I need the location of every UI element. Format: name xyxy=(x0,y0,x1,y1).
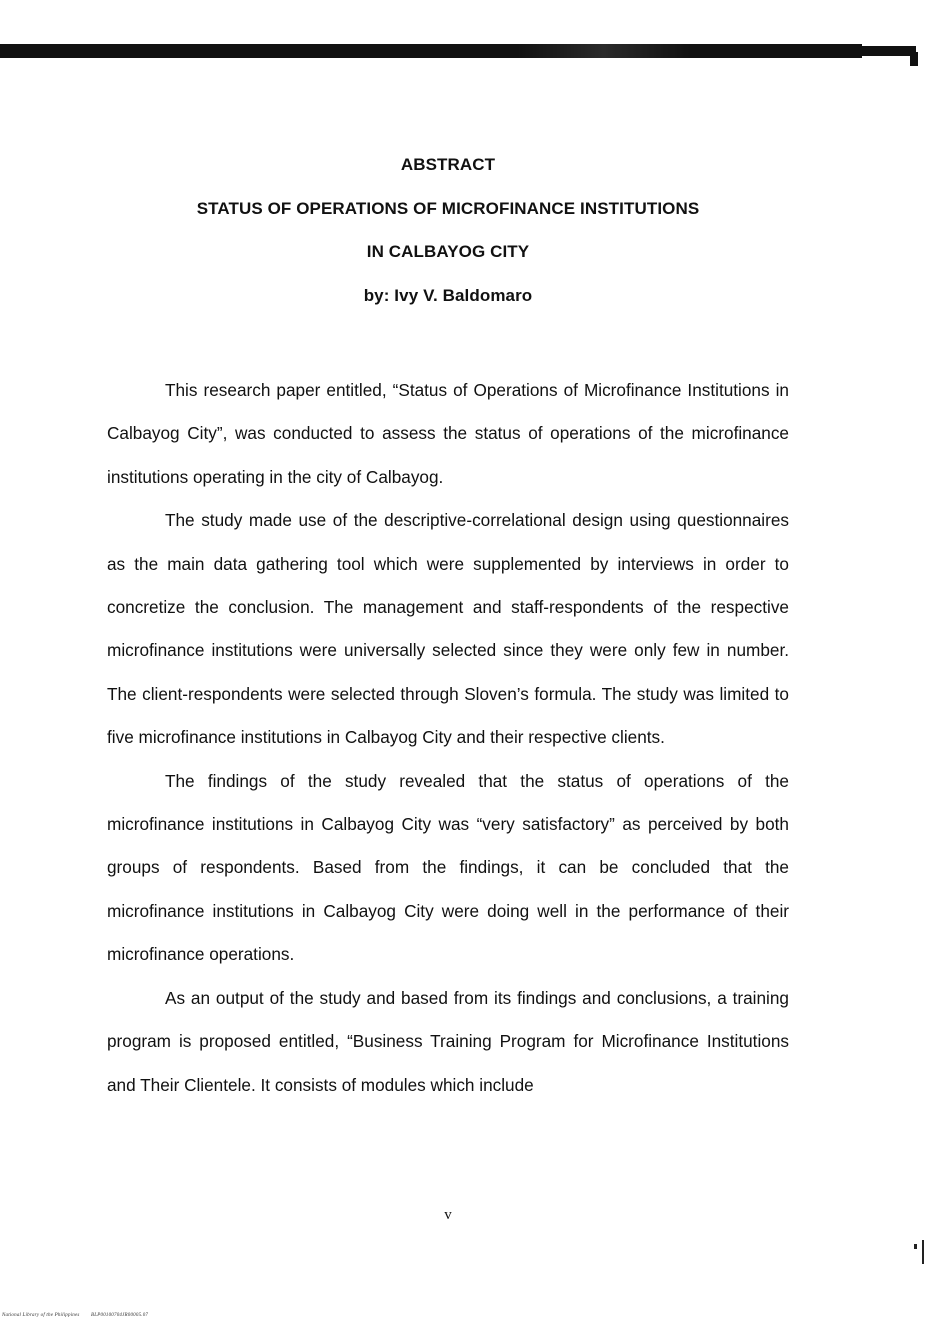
library-stamp xyxy=(2,1313,148,1318)
scan-edge-bar xyxy=(0,44,862,58)
scan-edge-corner xyxy=(910,52,918,66)
abstract-body xyxy=(107,369,789,1107)
library-stamp-name: National Library of the Philippines xyxy=(2,1313,80,1318)
paragraph-1: This research paper entitled, “Status of Operations of Microfinance Institutions in Calbayog City”, was conducted to assess the status of operations of the microfinance institutions operating in the city of Calbayog. xyxy=(107,380,789,487)
paragraph-3: The findings of the study revealed that the status of operations of the microfinance institutions in Calbayog City was “very satisfactory” as perceived by both groups of respondents. Based from the findings, it can be concluded that the microfinance institutions in Calbayog City were doing well in the performance of their microfinance operations. xyxy=(107,770,789,965)
title-line-1: STATUS OF OPERATIONS OF MICROFINANCE INSTITUTIONS xyxy=(196,199,700,218)
abstract-heading: ABSTRACT xyxy=(400,155,496,174)
library-stamp-code: BLP00100704JR00005.07 xyxy=(91,1313,149,1318)
page-number: v xyxy=(444,1207,452,1223)
title-line-2: IN CALBAYOG CITY xyxy=(366,242,530,261)
scan-edge-bar-right xyxy=(860,46,916,56)
author-line: by: Ivy V. Baldomaro xyxy=(363,286,533,305)
paragraph-2: The study made use of the descriptive-correlational design using questionnaires as the main data gathering tool which were supplemented by interviews in order to concretize the conclusion. The management and staff-respondents of the respective microfinance institutions were universally selected since they were only few in number. The client-respondents were selected through Sloven’s formula. The study was limited to five microfinance institutions in Calbayog City and their respective clients. xyxy=(107,510,789,748)
paragraph-4: As an output of the study and based from its findings and conclusions, a training program is proposed entitled, “Business Training Program for Microfinance Institutions and Their Clientele. It consists of modules which include xyxy=(107,987,789,1095)
scan-margin-marks xyxy=(912,1240,926,1270)
